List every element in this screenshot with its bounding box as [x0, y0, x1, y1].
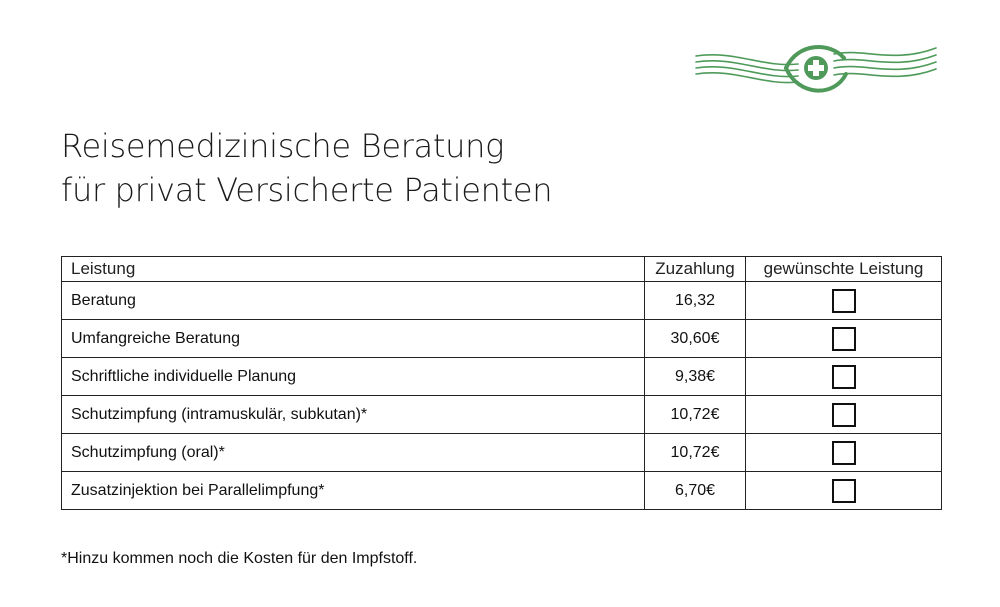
select-checkbox[interactable]: [832, 479, 856, 503]
table-row: [62, 434, 942, 472]
service-price: 10,72€: [645, 434, 746, 472]
service-name: Zusatzinjektion bei Parallelimpfung*: [62, 472, 645, 510]
service-price: 30,60€: [645, 320, 746, 358]
services-table: [61, 256, 942, 510]
service-price: 9,38€: [645, 358, 746, 396]
title-line-2: für privat Versicherte Patienten: [61, 171, 553, 209]
header-wanted: gewünschte Leistung: [746, 257, 942, 282]
table-header-row: [62, 257, 942, 282]
page-title: [61, 124, 552, 212]
eye-plus-logo: [694, 34, 938, 102]
service-price: 6,70€: [645, 472, 746, 510]
service-name: Umfangreiche Beratung: [62, 320, 645, 358]
select-checkbox[interactable]: [832, 441, 856, 465]
table-row: [62, 358, 942, 396]
service-price: 16,32: [645, 282, 746, 320]
service-name: Beratung: [62, 282, 645, 320]
service-name: Schutzimpfung (oral)*: [62, 434, 645, 472]
service-price: 10,72€: [645, 396, 746, 434]
header-price: Zuzahlung: [645, 257, 746, 282]
header-service: Leistung: [62, 257, 645, 282]
service-name: Schutzimpfung (intramuskulär, subkutan)*: [62, 396, 645, 434]
table-row: [62, 282, 942, 320]
footnote: *Hinzu kommen noch die Kosten für den Impfstoff.: [61, 550, 418, 567]
table-row: [62, 320, 942, 358]
select-checkbox[interactable]: [832, 327, 856, 351]
title-line-1: Reisemedizinische Beratung: [61, 127, 504, 165]
table-row: [62, 396, 942, 434]
table-row: [62, 472, 942, 510]
service-name: Schriftliche individuelle Planung: [62, 358, 645, 396]
select-checkbox[interactable]: [832, 365, 856, 389]
select-checkbox[interactable]: [832, 289, 856, 313]
select-checkbox[interactable]: [832, 403, 856, 427]
